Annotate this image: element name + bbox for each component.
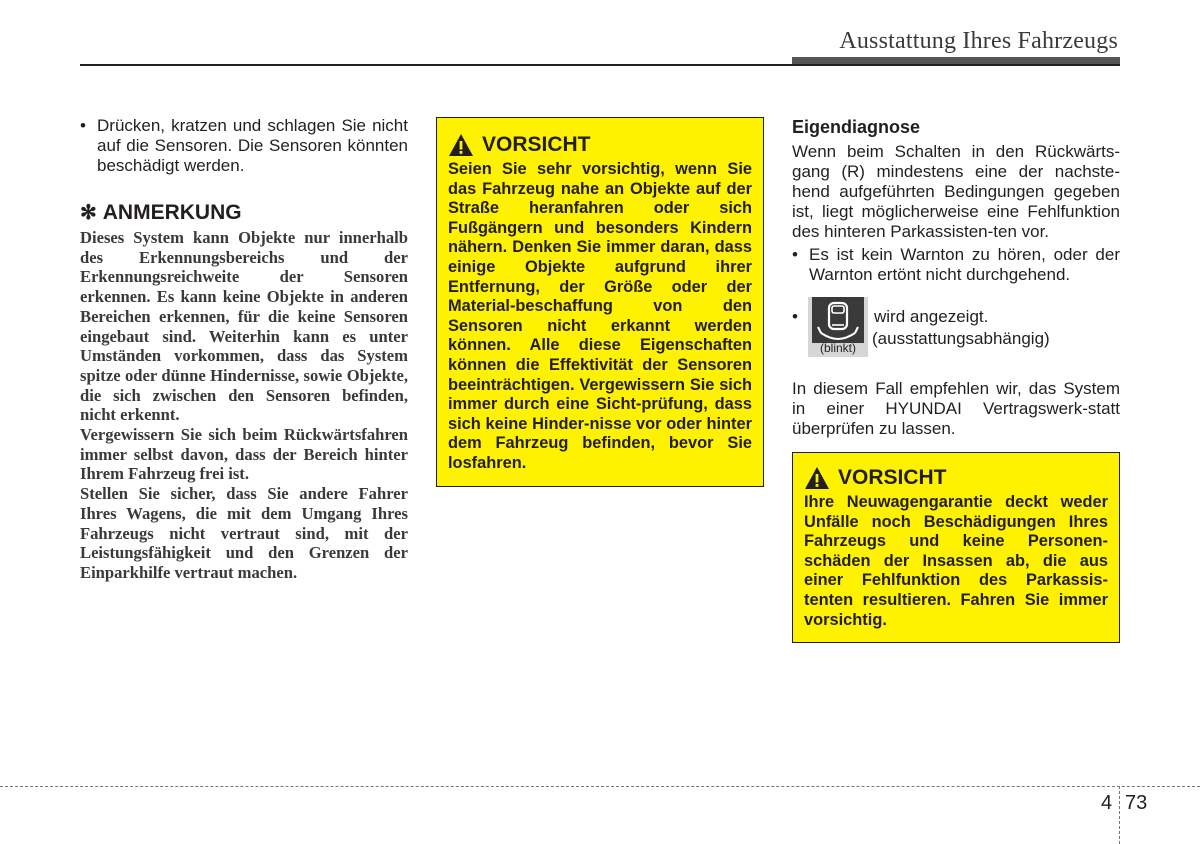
rear-parking-assist-warning-icon	[812, 297, 864, 343]
closing-paragraph: In diesem Fall empfehlen wir, das System in einer HYUNDAI Vertragswerk-statt überprüfen zu lassen.	[792, 379, 1120, 438]
indicator-caption: (blinkt)	[819, 341, 856, 355]
note-body	[80, 228, 408, 583]
header-rule	[80, 64, 1120, 66]
header-rule-thick	[792, 57, 1120, 64]
caution-box	[436, 117, 764, 487]
note-title: ANMERKUNG	[102, 201, 242, 224]
bullet-item	[792, 245, 1120, 285]
caution-title: VORSICHT	[482, 133, 591, 156]
note-paragraph: Vergewissern Sie sich beim Rückwärtsfahren immer selbst davon, dass der Bereich hinter Ihrem Fahrzeug frei ist.	[80, 425, 408, 484]
indicator-box	[808, 297, 868, 357]
caution-box	[792, 452, 1120, 643]
note-heading	[80, 200, 408, 226]
asterisk-icon: ✻	[80, 202, 97, 224]
section-title: Eigendiagnose	[792, 117, 921, 137]
header-title: Ausstattung Ihres Fahrzeugs	[839, 28, 1118, 54]
bullet-dot: •	[792, 307, 798, 326]
note-paragraph: Stellen Sie sicher, dass Sie andere Fahrer Ihres Wagens, die mit dem Umgang Ihres Fahrzeugs nicht vertraut sind, mit der Leistungsfähigkeit und den Grenzen der Einparkhilfe vertraut machen.	[80, 484, 408, 582]
page-number: 73	[1125, 792, 1148, 814]
warning-icon	[804, 466, 830, 490]
intro-paragraph: Wenn beim Schalten in den Rückwärts-gang (R) mindestens eine der nachste-hend aufgeführten Bedingungen gegeben ist, liegt möglicherweise eine Fehlfunktion des hinteren Parkassisten-ten vor.	[792, 142, 1120, 241]
warning-icon	[448, 133, 474, 157]
chapter-number: 4	[1101, 792, 1113, 814]
left-column	[80, 116, 408, 583]
right-column	[792, 116, 1120, 643]
bullet-dot: •	[792, 245, 798, 264]
caution-heading	[448, 132, 752, 158]
footer-rule	[0, 786, 1200, 787]
caution-heading	[804, 465, 1108, 491]
caution-text: Seien Sie sehr vorsichtig, wenn Sie das Fahrzeug nahe an Objekte auf der Straße heranfahren oder sich Fußgängern und besonders Kindern nähern. Denken Sie immer daran, dass einige Objekte aufgrund ihrer Entfernung, der Größe oder der Material-beschaffung von den Sensoren nicht erkannt werden können. Alle diese Eigenschaften können die Effektivität der Sensoren beeinträchtigen. Vergewissern Sie sich immer durch eine Sicht-prüfung, dass sich keine Hinder-nisse vor oder hinter dem Fahrzeug befinden, bevor Sie losfahren.	[448, 160, 752, 472]
indicator-text: wird angezeigt.	[874, 307, 989, 326]
middle-column	[436, 117, 764, 487]
bullet-dot: •	[80, 116, 86, 135]
bullet-item	[80, 116, 408, 176]
note-paragraph: Dieses System kann Objekte nur innerhalb des Erkennungsbereichs und der Erkennungsreichweite der Sensoren erkennen. Es kann keine Objekte in anderen Bereichen erkennen, für die keine Sensoren eingebaut sind. Weiterhin kann es unter Umständen vorkommen, dass das System spitze oder dünne Hindernisse, sowie Objekte, die sich zwischen den Sensoren befinden, nicht erkennt.	[80, 228, 408, 425]
bullet-text: Drücken, kratzen und schlagen Sie nicht auf die Sensoren. Die Sensoren könnten beschädigt werden.	[97, 116, 408, 175]
bullet-text: Es ist kein Warnton zu hören, oder der Warnton ertönt nicht durchgehend.	[809, 245, 1120, 284]
caution-text: Ihre Neuwagengarantie deckt weder Unfälle noch Beschädigungen Ihres Fahrzeugs und keine Personen-schäden der Insassen ab, die aus einer Fehlfunktion des Parkassis-tenten resultieren. Fahren Sie immer vorsichtig.	[804, 493, 1108, 629]
indicator-item	[792, 303, 1120, 367]
footer-divider	[1119, 786, 1120, 844]
indicator-note: (ausstattungsabhängig)	[872, 329, 1050, 348]
caution-title: VORSICHT	[838, 466, 947, 489]
